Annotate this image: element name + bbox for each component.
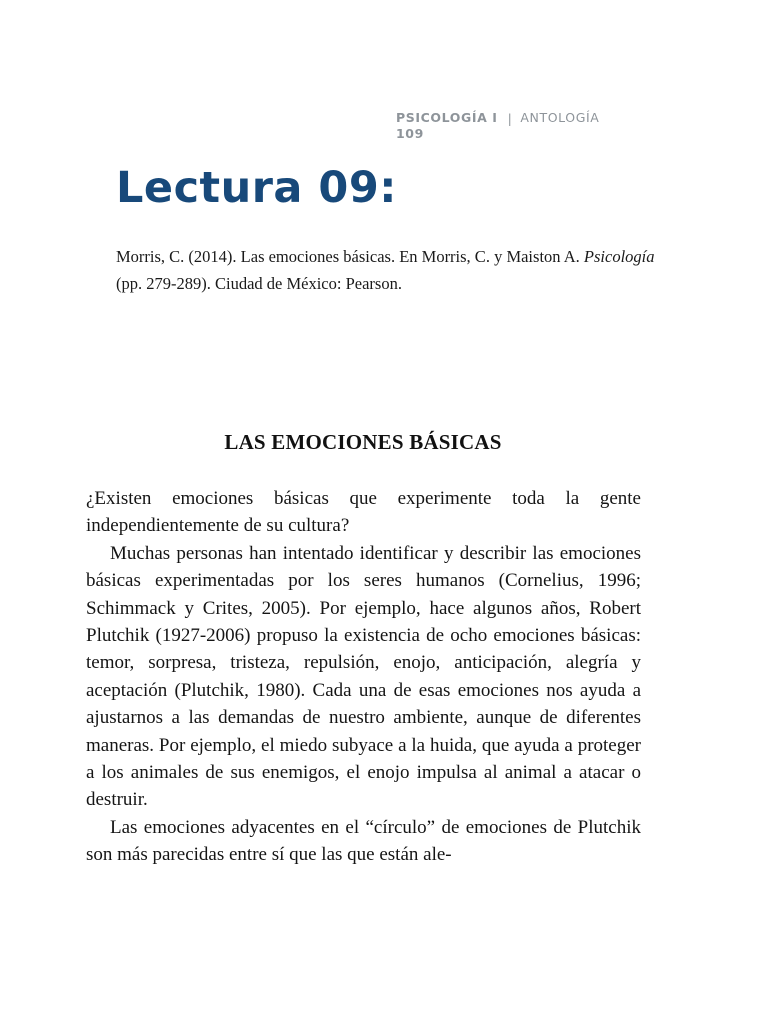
header-separator: | [507,111,513,126]
book-title: PSICOLOGÍA I [396,110,498,125]
citation-publisher: (pp. 279-289). Ciudad de México: Pearson. [116,274,402,293]
article-body [86,485,641,869]
page-number-text: 109 [396,126,424,138]
citation [116,243,656,297]
running-header [396,110,599,125]
citation-book-title: Psicología [583,247,655,266]
section-name: ANTOLOGÍA [520,110,600,125]
paragraph-circle: Las emociones adyacentes en el “círculo” de emociones de Plutchik son más parecidas entre sí que las que están ale- [86,816,641,866]
paragraph-question: ¿Existen emociones básicas que experimente toda la gente independientemente de su cultura? [86,488,641,537]
paragraph-plutchik: Muchas personas han intentado identificar y describir las emociones básicas experimentadas por los seres humanos (Cornelius, 1996; Schimmack y Crites, 2005). Por ejemplo, hace algunos años, Robert Plutchik (1927-2006) propuso la existencia de ocho emociones básicas: temor, sorpresa, tristeza, repulsión, enojo, anticipación, alegría y aceptación (Plutchik, 1980). Cada una de esas emociones nos ayuda a ajustarnos a las demandas de nuestro ambiente, aunque de diferentes maneras. Por ejemplo, el miedo subyace a la huida, que ayuda a proteger a los animales de sus enemigos, el enojo impulsa al animal a atacar o destruir. [86,542,641,811]
page-number [396,126,424,138]
lecture-title: Lectura 09: [116,163,397,213]
article-title: LAS EMOCIONES BÁSICAS [224,430,502,454]
citation-authors: Morris, C. (2014). Las emociones básicas. En Morris, C. y Maiston A. [116,247,584,266]
